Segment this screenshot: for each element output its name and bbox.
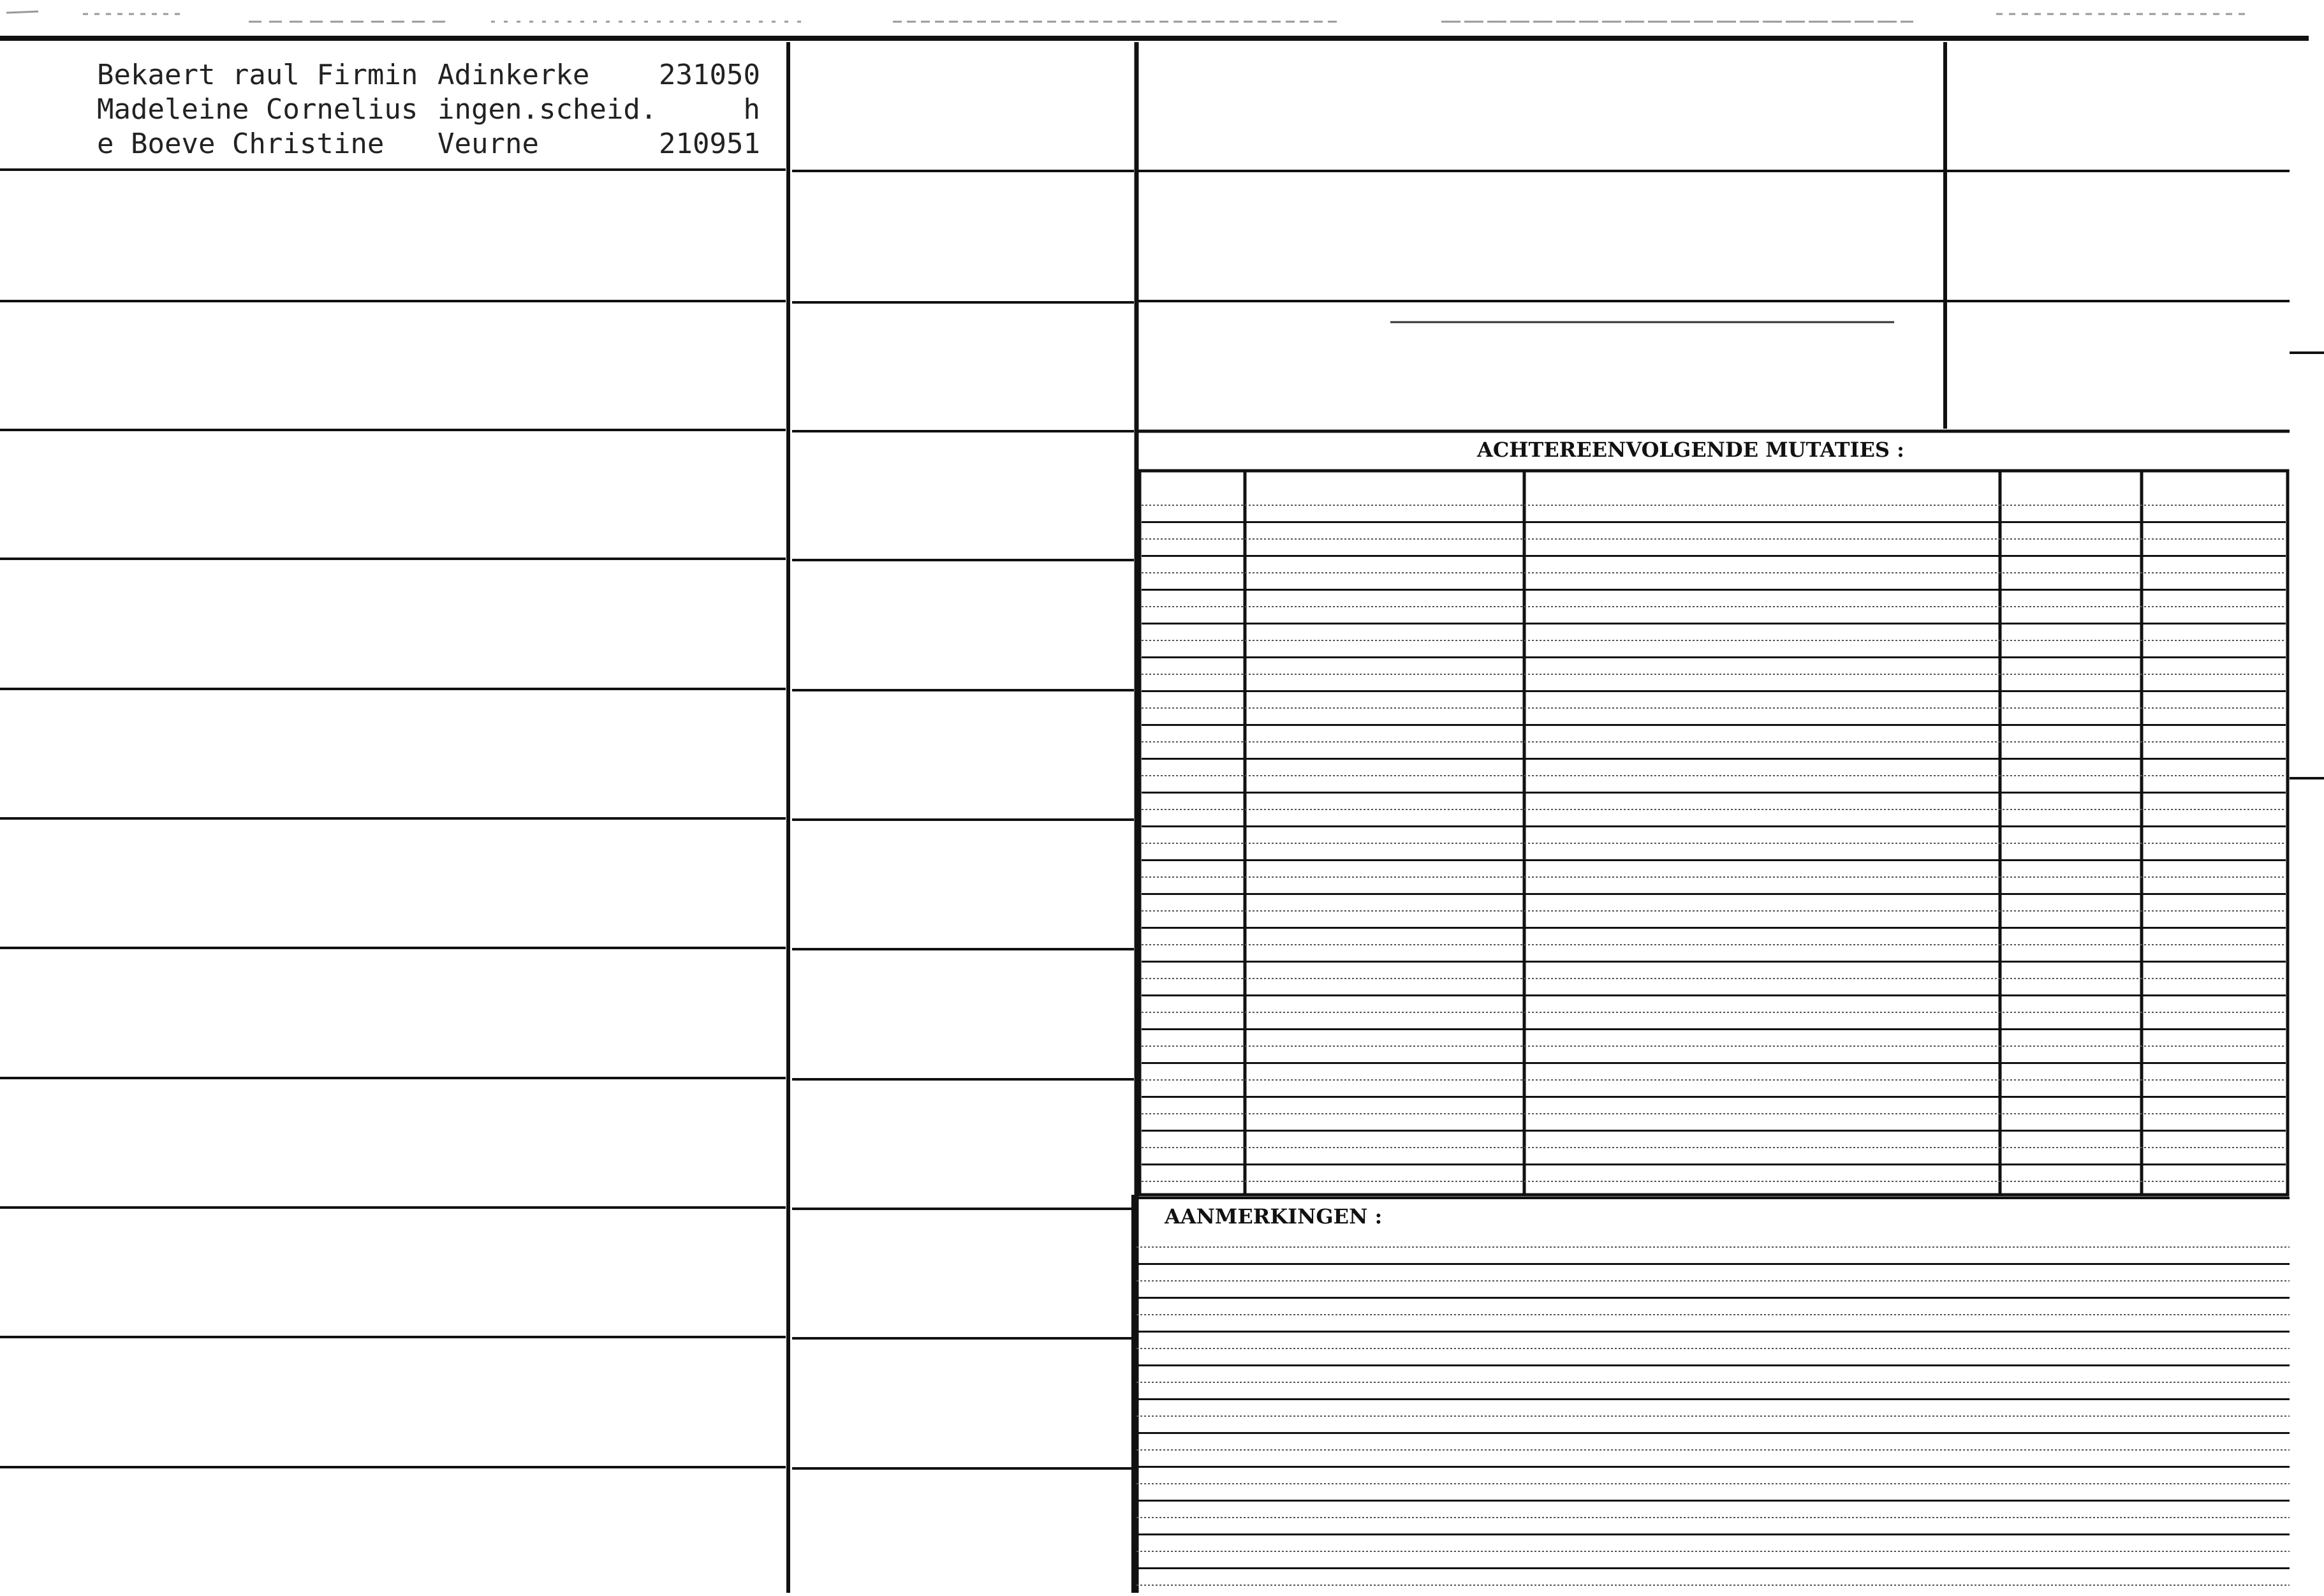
remarks-lines (1136, 1247, 2290, 1585)
entry-date-1: 231050 (659, 59, 760, 91)
entry-place-1: Adinkerke (438, 59, 590, 91)
entry-name-1: Bekaert raul Firmin (97, 59, 418, 91)
entry-date-2: h (743, 93, 760, 126)
mutations-table (1140, 471, 2288, 1195)
entry-place-3: Veurne (438, 128, 539, 160)
mutations-row-lines (1142, 505, 2286, 1181)
entry-place-2: ingen.scheid. (438, 93, 658, 126)
mutations-heading: ACHTEREENVOLGENDE MUTATIES : (1477, 438, 1904, 462)
entry-date-3: 210951 (659, 128, 760, 160)
entry-name-3: e Boeve Christine (97, 128, 385, 160)
typed-entry (97, 59, 760, 160)
remarks-heading: AANMERKINGEN : (1165, 1204, 1383, 1229)
top-scan-artifacts (6, 11, 2245, 22)
left-row-rules (0, 170, 1134, 1468)
entry-name-2: Madeleine Cornelius (97, 93, 418, 126)
